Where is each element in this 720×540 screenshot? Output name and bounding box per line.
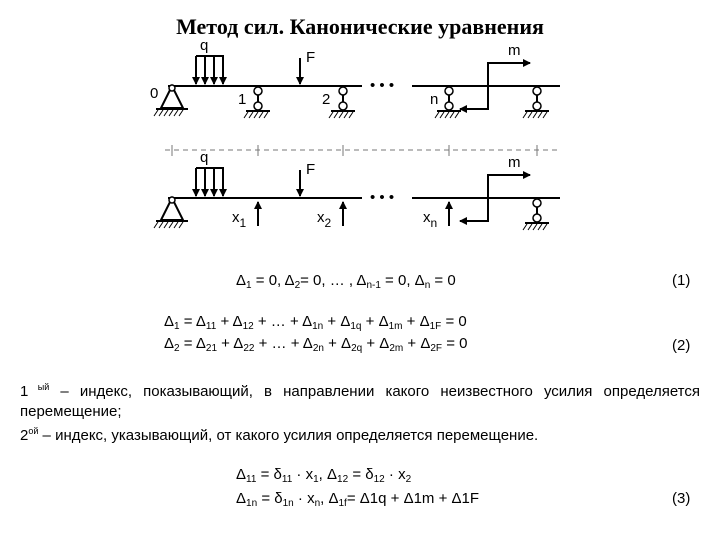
top-moment-label: m [508, 42, 521, 59]
explanation-second-index [20, 421, 700, 446]
top-support-2-hatch [339, 112, 343, 118]
top-support-n-hatch [435, 112, 439, 118]
top-support-2-roller-top [339, 87, 347, 95]
bottom-unknown-force-label-1: $x_1$ [232, 209, 247, 230]
bottom-support-end-hatch [528, 224, 532, 230]
top-moment-lower [466, 86, 488, 109]
top-support-2-hatch [349, 112, 353, 118]
bottom-moment-lower [466, 198, 488, 221]
second-index-suffix: ой [28, 426, 39, 436]
top-support-0-hatch [164, 110, 168, 116]
bottom-q-label: q [200, 149, 209, 166]
top-support-0-pin-hinge [169, 85, 175, 91]
bottom-force-f-label: F [306, 161, 316, 178]
top-support-label-0: 0 [150, 85, 159, 102]
bottom-moment-label: m [508, 154, 521, 171]
top-support-label-n: n [430, 91, 439, 108]
bottom-support-0-hatch [154, 222, 158, 228]
top-support-n-roller-bottom [445, 102, 453, 110]
bottom-support-end-hatch [523, 224, 527, 230]
equation-3-number: (3) [672, 490, 691, 507]
bottom-support-end-roller-bottom [533, 214, 541, 222]
top-support-2-hatch [329, 112, 333, 118]
top-support-0-hatch [159, 110, 163, 116]
bottom-support-end-hatch [533, 224, 537, 230]
bottom-ellipsis: • • • [370, 189, 395, 206]
top-support-label-1: 1 [238, 91, 247, 108]
bottom-support-0-pin-hinge [169, 197, 175, 203]
top-support-n-hatch [455, 112, 459, 118]
bottom-support-end-hatch [538, 224, 542, 230]
first-index-number: 1 [20, 383, 29, 400]
top-support-0-hatch [179, 110, 183, 116]
first-index-text: – индекс, показывающий, в направлении какого неизвестного усилия определяется перемещение; [20, 383, 700, 420]
top-support-end-roller-top [533, 87, 541, 95]
bottom-support-0-hatch [169, 222, 173, 228]
bottom-support-end-hatch [543, 224, 547, 230]
bottom-unknown-force-label-2: $x_2$ [317, 209, 332, 230]
bottom-unknown-force-label-n: $x_n$ [423, 209, 438, 230]
equation-2b: $\Delta_2 = \Delta_{21} + \Delta_{22}$ + … + $\Delta_{2n} + \Delta_{2q} + \Delta_{2m} + \Delta_{2F} = 0$ [164, 335, 468, 354]
top-support-label-2: 2 [322, 91, 331, 108]
top-support-2-hatch [334, 112, 338, 118]
top-support-n-hatch [450, 112, 454, 118]
equation-2-number: (2) [672, 337, 691, 354]
top-support-2-roller-bottom [339, 102, 347, 110]
top-support-1-roller-top [254, 87, 262, 95]
explanation-first-index [20, 377, 700, 422]
top-support-1-hatch [249, 112, 253, 118]
top-support-1-hatch [259, 112, 263, 118]
top-support-2-hatch [344, 112, 348, 118]
top-q-label: q [200, 37, 209, 54]
top-support-0-hatch [154, 110, 158, 116]
bottom-support-end-roller-top [533, 199, 541, 207]
first-index-suffix: ый [28, 382, 50, 392]
top-support-1-hatch [254, 112, 258, 118]
top-support-end-hatch [523, 112, 527, 118]
equation-1: $\Delta_1 = 0$, $\Delta_2= 0$, … , $\Delta_{n-1} = 0$, $\Delta_n = 0$ [236, 272, 456, 291]
second-index-number: 2 [20, 427, 29, 444]
top-support-end-hatch [528, 112, 532, 118]
bottom-support-0-hatch [179, 222, 183, 228]
top-support-n-hatch [440, 112, 444, 118]
top-support-end-hatch [538, 112, 542, 118]
bottom-support-0-hatch [164, 222, 168, 228]
top-support-1-hatch [244, 112, 248, 118]
top-support-n-roller-top [445, 87, 453, 95]
page-title: Метод сил. Канонические уравнения [176, 14, 544, 39]
top-support-1-hatch [264, 112, 268, 118]
top-moment-upper [488, 63, 526, 86]
second-index-text: – индекс, указывающий, от какого усилия определяется перемещение. [38, 427, 539, 444]
equation-1-number: (1) [672, 272, 691, 289]
bottom-support-0-hatch [174, 222, 178, 228]
top-ellipsis: • • • [370, 77, 395, 94]
top-support-0-hatch [169, 110, 173, 116]
equation-2a: $\Delta_1 = \Delta_{11} + \Delta_{12}$ + … + $\Delta_{1n} + \Delta_{1q} + \Delta_{1m} + \Delta_{1F} = 0$ [164, 313, 467, 332]
bottom-moment-upper [488, 175, 526, 198]
top-support-end-hatch [533, 112, 537, 118]
equation-3b: $\Delta_{1n} = \delta_{1n} \cdot x_n$, $\Delta_{1f}= \Delta 1q + \Delta 1m + \Delta 1F$ [236, 490, 480, 509]
top-support-0-hatch [174, 110, 178, 116]
top-support-1-roller-bottom [254, 102, 262, 110]
top-force-f-label: F [306, 49, 316, 66]
equation-3a: $\Delta_{11} = \delta_{11} \cdot x_1$, $\Delta_{12} = \delta_{12} \cdot x_2$ [236, 466, 412, 485]
top-support-end-roller-bottom [533, 102, 541, 110]
top-support-n-hatch [445, 112, 449, 118]
bottom-support-0-hatch [159, 222, 163, 228]
top-support-end-hatch [543, 112, 547, 118]
